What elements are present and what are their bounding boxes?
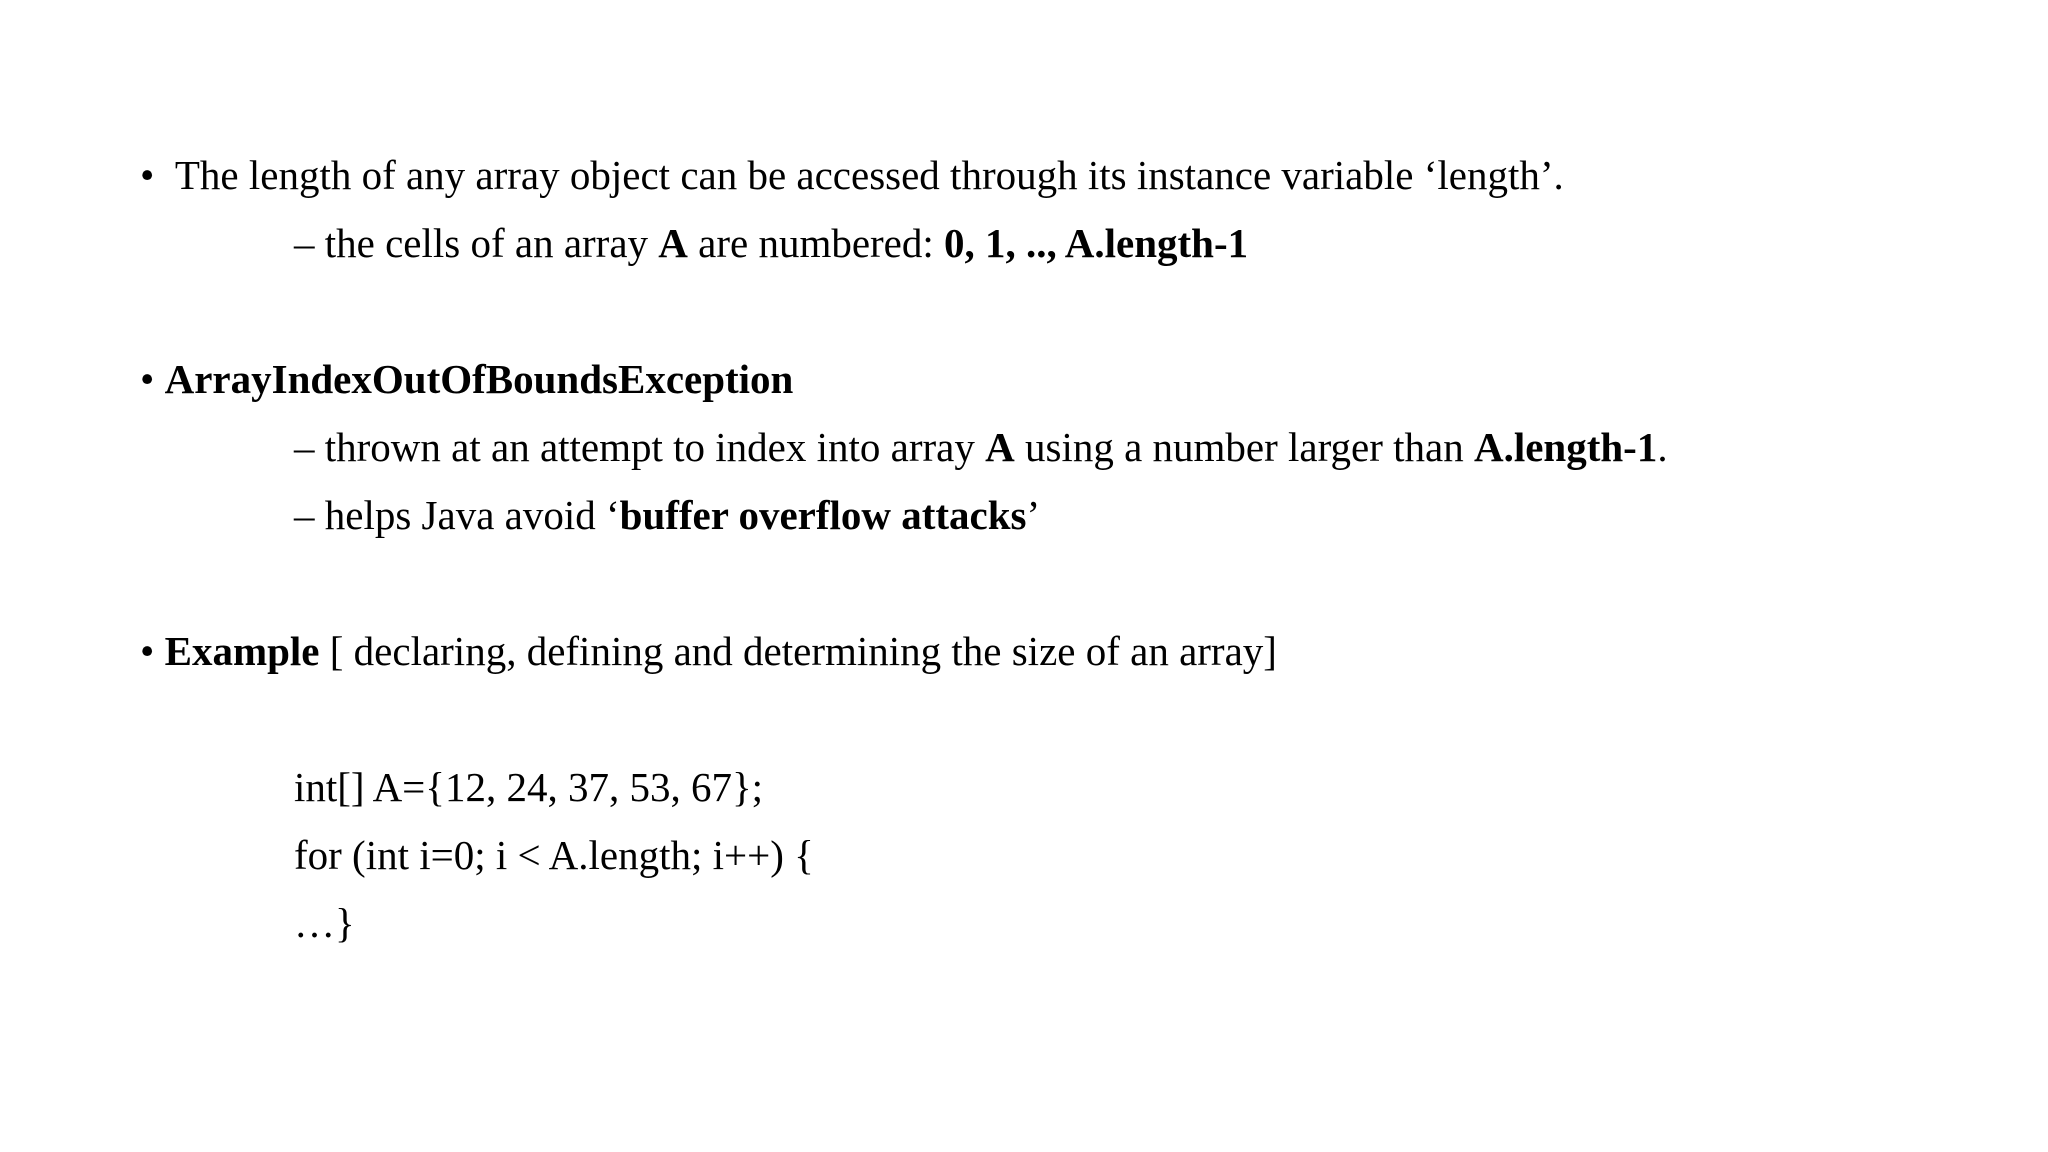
subitem-text: – the cells of an array bbox=[294, 220, 659, 266]
bullet-3-text: [ declaring, defining and determining the size of an array] bbox=[319, 628, 1277, 674]
subitem-text: are numbered: bbox=[687, 220, 945, 266]
bullet-3-title: Example bbox=[164, 628, 320, 674]
bullet-2-subitem-1 bbox=[294, 422, 1668, 472]
subitem-bold-array-name: A bbox=[658, 220, 688, 266]
bullet-1 bbox=[140, 150, 1564, 200]
subitem-text: – helps Java avoid ‘ bbox=[294, 492, 620, 538]
bullet-1-text: The length of any array object can be accessed through its instance variable ‘length’. bbox=[174, 152, 1564, 198]
code-line-2: for (int i=0; i < A.length; i++) { bbox=[294, 832, 814, 878]
bullet-2-subitem-2 bbox=[294, 490, 1040, 540]
subitem-bold-length: A.length-1 bbox=[1473, 424, 1658, 470]
subitem-bold-index-range: 0, 1, .., A.length-1 bbox=[944, 220, 1249, 266]
subitem-bold-array-name: A bbox=[985, 424, 1015, 470]
bullet-marker: • bbox=[140, 628, 155, 674]
bullet-2-title: ArrayIndexOutOfBoundsException bbox=[164, 356, 794, 402]
subitem-text: . bbox=[1657, 424, 1668, 470]
bullet-1-subitem-1 bbox=[294, 218, 1248, 268]
subitem-text: – thrown at an attempt to index into array bbox=[294, 424, 986, 470]
bullet-3 bbox=[140, 626, 1277, 676]
bullet-marker: • bbox=[140, 356, 155, 402]
code-line-1: int[] A={12, 24, 37, 53, 67}; bbox=[294, 764, 764, 810]
subitem-bold-attacks: buffer overflow attacks bbox=[619, 492, 1027, 538]
bullet-2 bbox=[140, 354, 793, 404]
subitem-text: using a number larger than bbox=[1014, 424, 1474, 470]
subitem-text: ’ bbox=[1026, 492, 1041, 538]
code-line-3: …} bbox=[294, 900, 355, 946]
bullet-marker: • bbox=[140, 152, 155, 198]
